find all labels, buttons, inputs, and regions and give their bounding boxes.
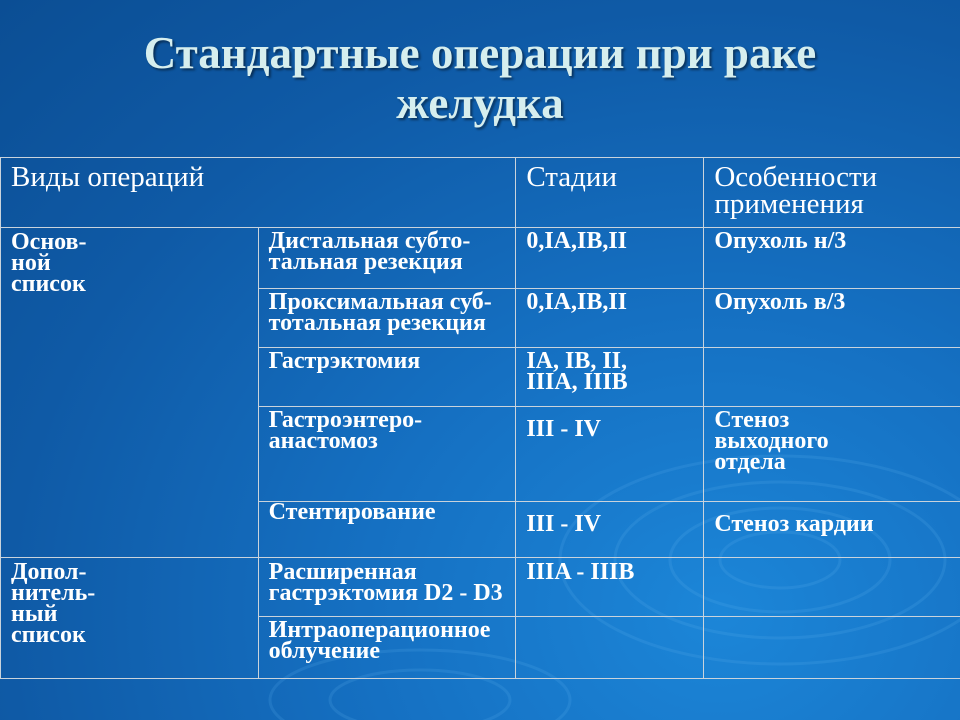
notes-cell: [704, 558, 960, 617]
operation-cell: Проксимальная суб- тотальная резекция: [258, 289, 516, 348]
table-row: [1, 228, 960, 289]
operation-cell: Гастроэнтеро- анастомоз: [258, 407, 516, 502]
stages-cell: IA, IB, II, IIIA, IIIB: [516, 348, 704, 407]
title-line-2: желудка: [396, 78, 564, 128]
operation-cell: Интраоперационное облучение: [258, 617, 516, 679]
stages-cell: III - IV: [516, 502, 704, 558]
table-row: [1, 558, 960, 617]
group-label-additional: Допол- нитель- ный список: [1, 558, 259, 679]
header-stages: Стадии: [516, 158, 704, 228]
header-features: Особенности применения: [704, 158, 960, 228]
operation-cell: Стентирование: [258, 502, 516, 558]
stages-cell: 0,IA,IB,II: [516, 228, 704, 289]
notes-cell: Опухоль в/3: [704, 289, 960, 348]
stages-cell: III - IV: [516, 407, 704, 502]
group-label-main: Основ- ной список: [1, 228, 259, 558]
title-line-1: Стандартные операции при раке: [143, 28, 817, 78]
stages-cell: 0,IA,IB,II: [516, 289, 704, 348]
notes-cell: Стеноз выходного отдела: [704, 407, 960, 502]
notes-cell: [704, 348, 960, 407]
slide-title: [0, 28, 960, 128]
notes-cell: [704, 617, 960, 679]
stages-cell: [516, 617, 704, 679]
notes-cell: Опухоль н/3: [704, 228, 960, 289]
operation-cell: Гастрэктомия: [258, 348, 516, 407]
stages-cell: IIIA - IIIB: [516, 558, 704, 617]
notes-cell: Стеноз кардии: [704, 502, 960, 558]
operation-cell: Расширенная гастрэктомия D2 - D3: [258, 558, 516, 617]
header-operation-types: Виды операций: [1, 158, 516, 228]
operation-cell: Дистальная субто- тальная резекция: [258, 228, 516, 289]
operations-table: [0, 157, 960, 679]
table-header-row: [1, 158, 960, 228]
